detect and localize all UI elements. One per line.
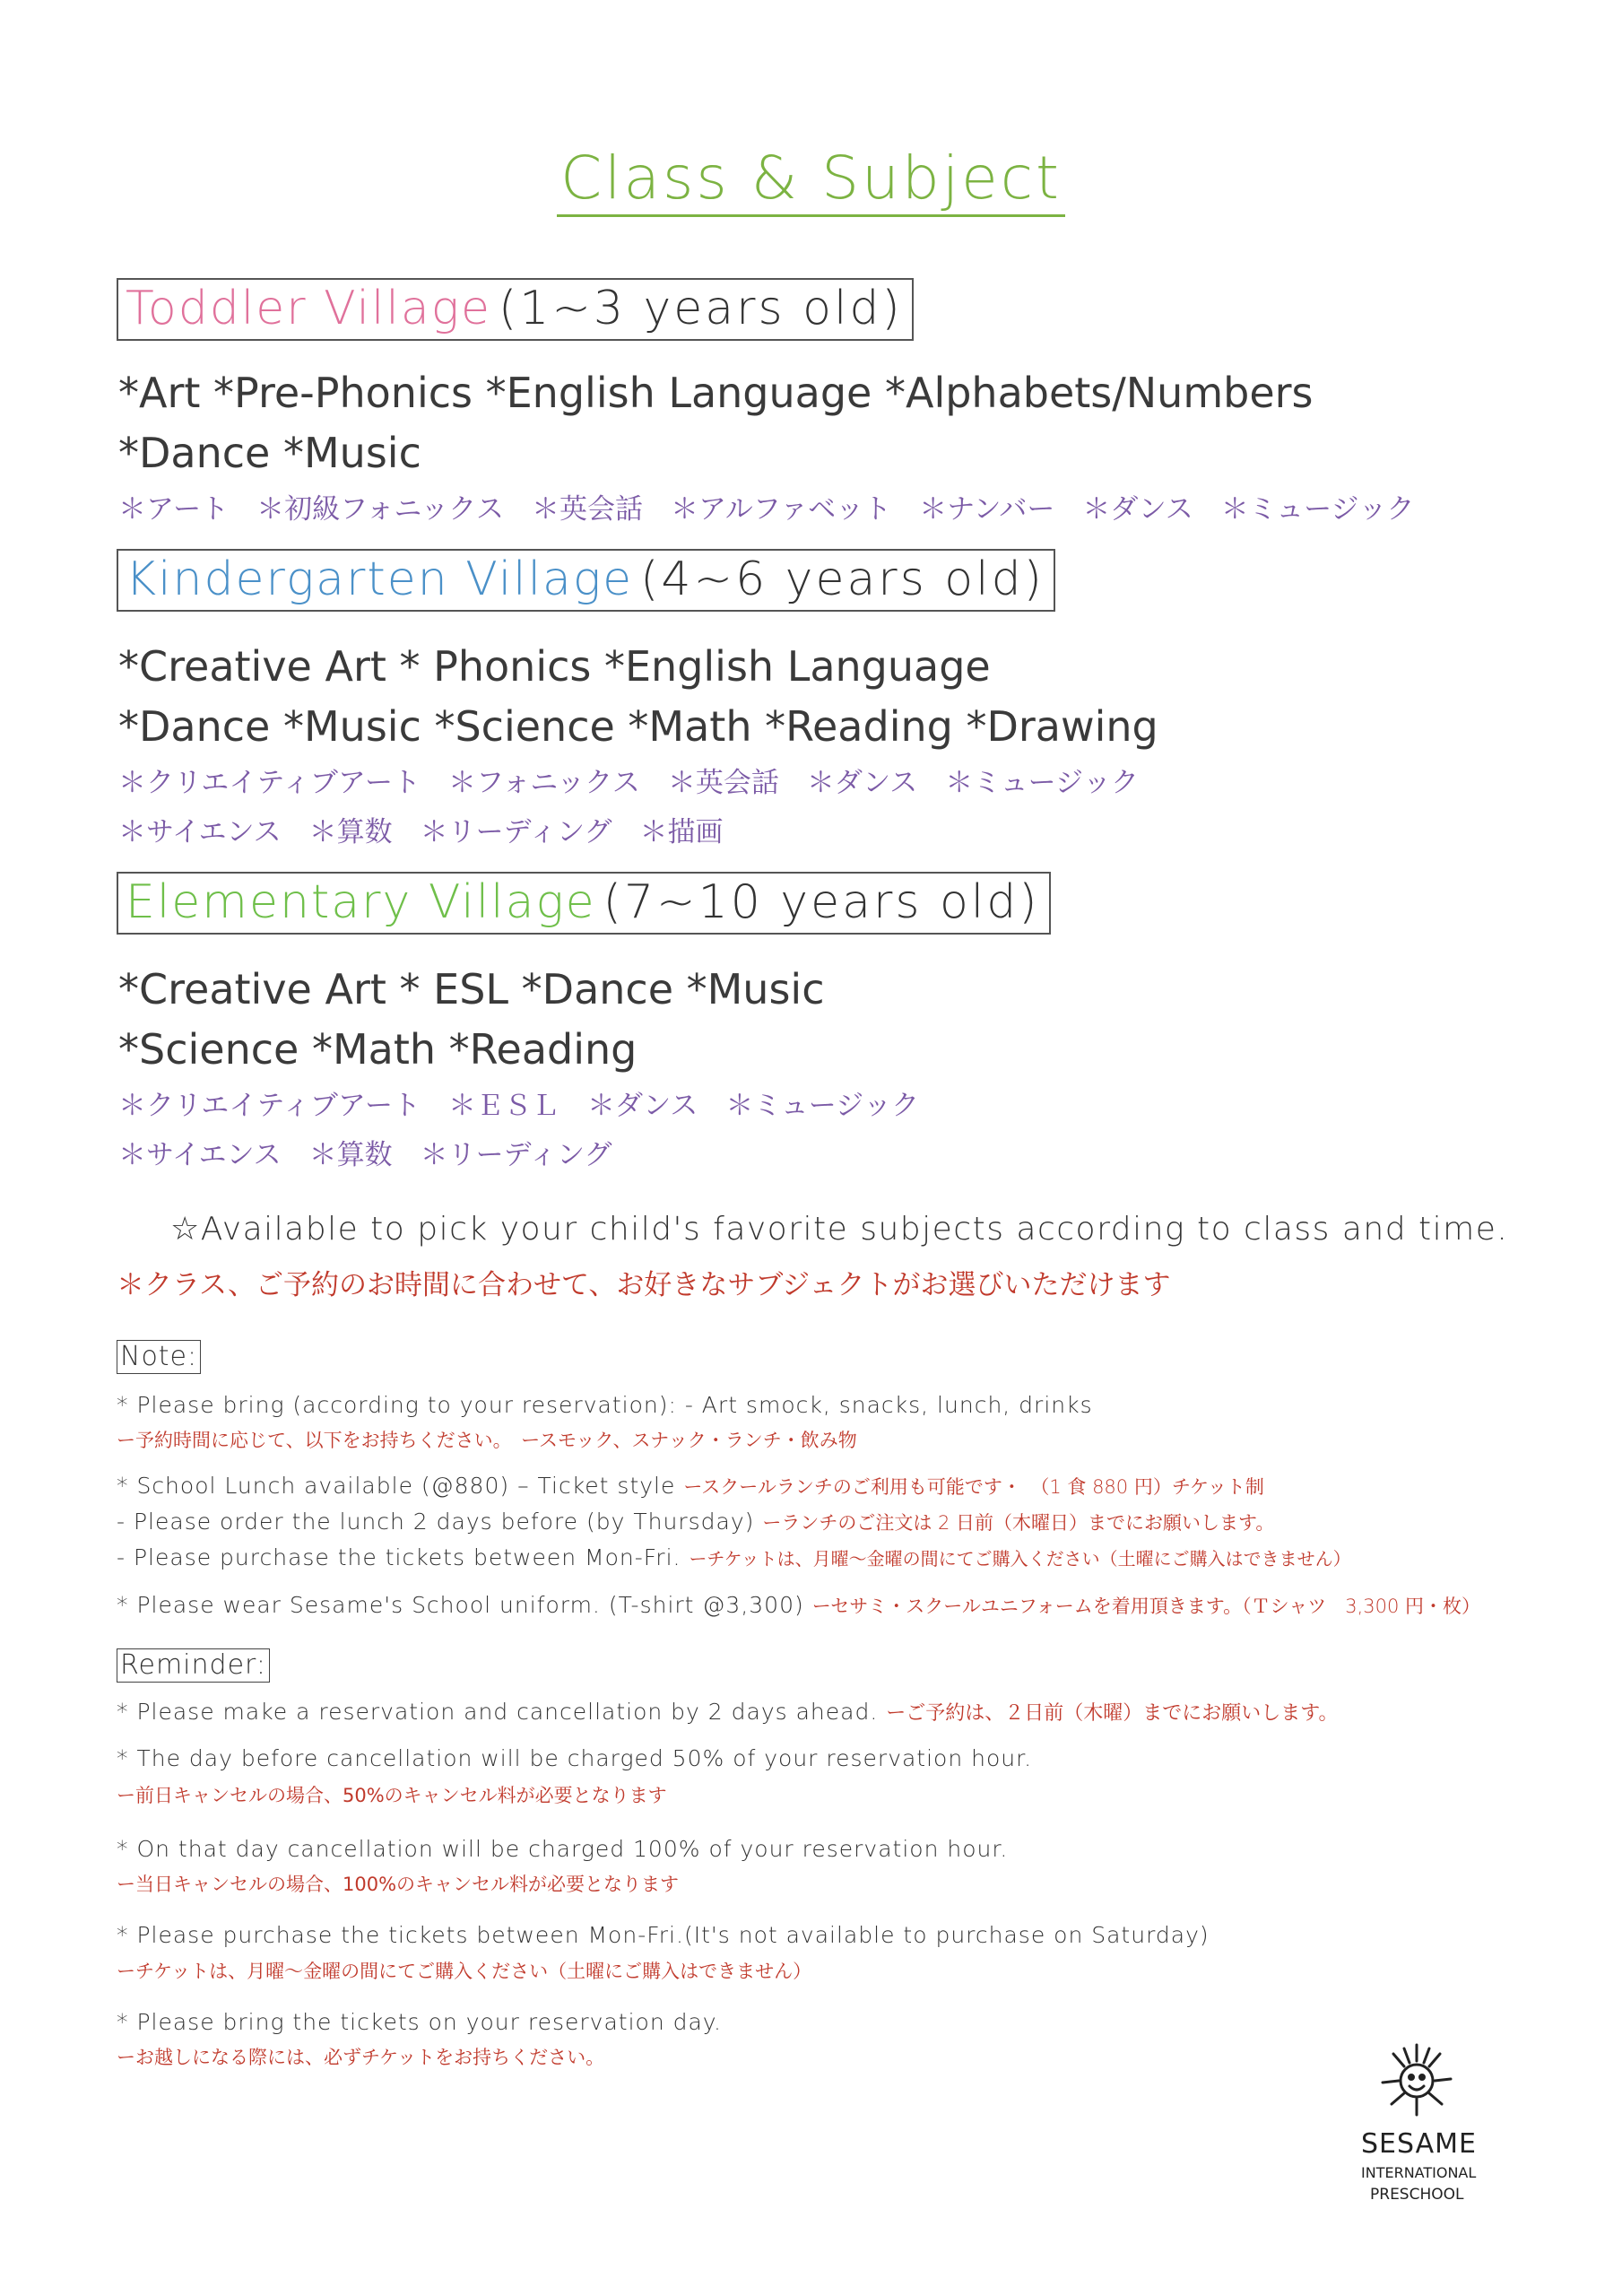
village-name: Elementary Village bbox=[126, 875, 596, 929]
sun-face-icon bbox=[1345, 2036, 1524, 2215]
note-item bbox=[117, 1392, 1093, 1418]
village-age: (7~10 years old) bbox=[603, 875, 1040, 929]
subjects-jp-line: ＊アート ＊初級フォニックス ＊英会話 ＊アルファベット ＊ナンバー ＊ダンス ＊ミュージック bbox=[118, 493, 1415, 526]
note-item-jp: ー予約時間に応じて、以下をお持ちください。 ースモック、スナック・ランチ・飲み物 bbox=[117, 1430, 857, 1451]
reminder-item-jp: ー前日キャンセルの場合、50%のキャンセル料が必要となります bbox=[117, 1785, 667, 1806]
note-item-en: * Please wear Sesame's School uniform. (T-shirt @3,300) bbox=[117, 1592, 804, 1618]
village-header-kindergarten bbox=[117, 549, 1055, 612]
subjects-line: *Creative Art * Phonics *English Language bbox=[118, 642, 991, 691]
note-item bbox=[117, 1544, 1351, 1570]
reminder-item-jp: ーチケットは、月曜～金曜の間にてご購入ください（土曜にご購入はできません） bbox=[117, 1961, 812, 1982]
reminder-item-jp: ーご予約は、２日前（木曜）までにお願いします。 bbox=[886, 1702, 1339, 1725]
note-item-jp: ーセサミ・スクールユニフォームを着用頂きます。（Ｔシャツ 3,300 円・枚） bbox=[811, 1596, 1481, 1617]
reminder-item: * Please purchase the tickets between Mon-Fri.(It's not available to purchase on Saturday) bbox=[117, 1922, 1210, 1948]
village-name: Kindergarten Village bbox=[126, 552, 634, 606]
note-item-jp: ースクールランチのご利用も可能です・ （1 食 880 円）チケット制 bbox=[683, 1476, 1264, 1498]
subjects-line: *Dance *Music *Science *Math *Reading *Drawing bbox=[118, 702, 1158, 751]
reminder-item-jp: ーお越しになる際には、必ずチケットをお持ちください。 bbox=[117, 2047, 605, 2068]
logo-line3: PRESCHOOL bbox=[1370, 2186, 1464, 2204]
note-item-en: * Please bring (according to your reservation): - Art smock, snacks, lunch, drinks bbox=[117, 1392, 1093, 1418]
reminder-label: Reminder: bbox=[117, 1648, 270, 1683]
note-item-jp: ーチケットは、月曜～金曜の間にてご購入ください（土曜にご購入はできません） bbox=[689, 1548, 1351, 1570]
note-item bbox=[117, 1473, 1264, 1500]
note-label: Note: bbox=[117, 1340, 201, 1374]
village-header-toddler bbox=[117, 278, 914, 341]
subjects-jp-line: ＊サイエンス ＊算数 ＊リーディング bbox=[118, 1139, 612, 1171]
subjects-jp-line: ＊クリエイティブアート ＊ＥＳＬ ＊ダンス ＊ミュージック bbox=[118, 1090, 920, 1122]
page-title-wrap bbox=[0, 144, 1622, 213]
reminder-item: * The day before cancellation will be charged 50% of your reservation hour. bbox=[117, 1745, 1033, 1771]
page-title: Class & Subject bbox=[557, 144, 1065, 217]
village-header-elementary bbox=[117, 872, 1051, 935]
note-item bbox=[117, 1592, 1480, 1619]
note-item-en: - Please order the lunch 2 days before (by Thursday) bbox=[117, 1509, 755, 1535]
subjects-jp-line: ＊クリエイティブアート ＊フォニックス ＊英会話 ＊ダンス ＊ミュージック bbox=[118, 767, 1140, 799]
note-item bbox=[117, 1509, 1274, 1535]
note-item-jp: ーランチのご注文は 2 日前（木曜日）までにお願いします。 bbox=[762, 1512, 1275, 1534]
village-age: (4~6 years old) bbox=[640, 552, 1045, 606]
subjects-line: *Creative Art * ESL *Dance *Music bbox=[118, 965, 825, 1013]
reminder-item-en: * Please make a reservation and cancellation by 2 days ahead. bbox=[117, 1699, 879, 1725]
subjects-line: *Art *Pre-Phonics *English Language *Alphabets/Numbers bbox=[118, 369, 1314, 417]
reminder-item: * On that day cancellation will be charged 100% of your reservation hour. bbox=[117, 1836, 1009, 1862]
available-note-jp: ＊クラス、ご予約のお時間に合わせて、お好きなサブジェクトがお選びいただけます bbox=[117, 1269, 1171, 1301]
village-age: (1~3 years old) bbox=[498, 282, 903, 335]
subjects-line: *Dance *Music bbox=[118, 429, 421, 477]
village-name: Toddler Village bbox=[126, 282, 491, 335]
reminder-item: * Please bring the tickets on your reservation day. bbox=[117, 2009, 722, 2035]
logo-line2: INTERNATIONAL bbox=[1361, 2164, 1477, 2181]
reminder-item-jp: ー当日キャンセルの場合、100%のキャンセル料が必要となります bbox=[117, 1874, 680, 1895]
sesame-logo bbox=[1345, 2036, 1524, 2215]
available-note: ☆Available to pick your child's favorite subjects according to class and time. bbox=[170, 1211, 1509, 1248]
subjects-line: *Science *Math *Reading bbox=[118, 1025, 638, 1074]
logo-line1: SESAME bbox=[1361, 2128, 1477, 2160]
reminder-item bbox=[117, 1698, 1338, 1726]
subjects-jp-line: ＊サイエンス ＊算数 ＊リーディング ＊描画 bbox=[118, 816, 724, 848]
note-item-en: - Please purchase the tickets between Mon-Fri. bbox=[117, 1544, 681, 1570]
note-item-en: * School Lunch available (@880) – Ticket style bbox=[117, 1473, 676, 1499]
